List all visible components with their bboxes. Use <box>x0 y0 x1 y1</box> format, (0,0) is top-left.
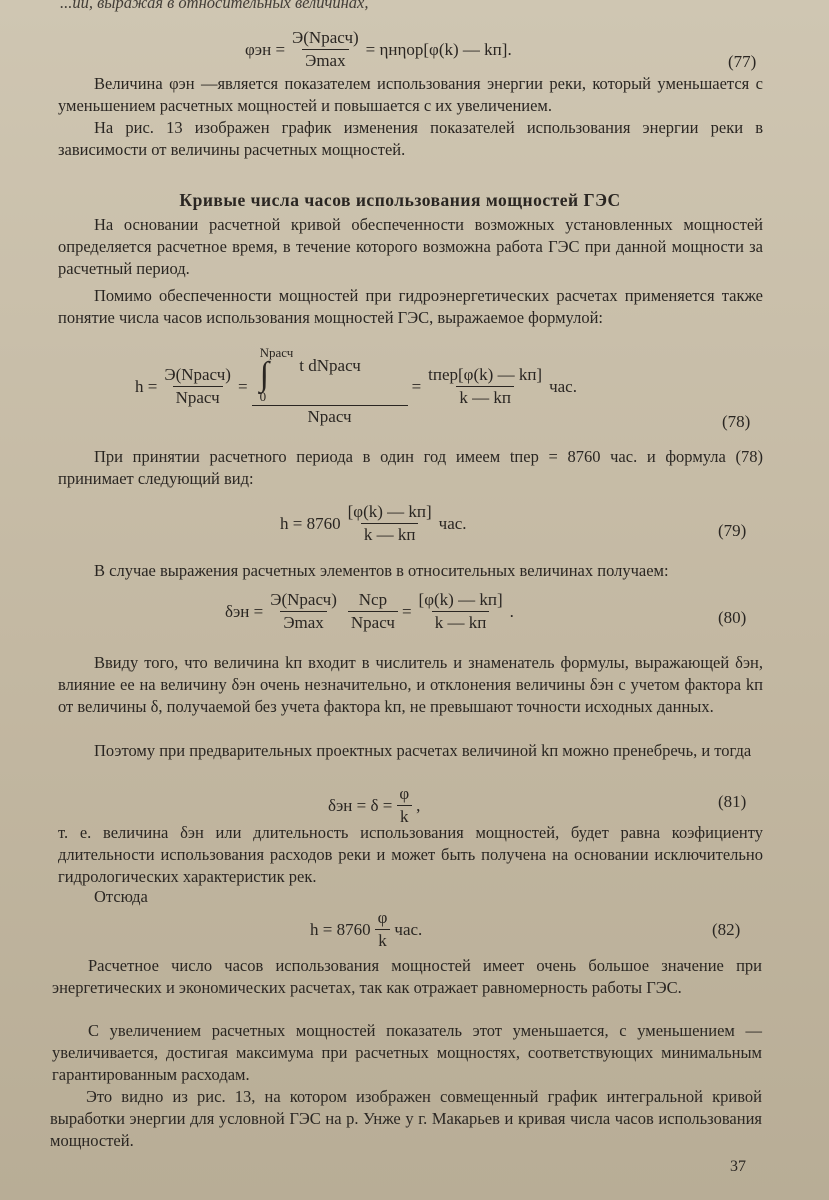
formula-78-num-1: Э(Nрасч) <box>164 365 231 384</box>
paragraph-since: Ввиду того, что величина kп входит в числитель и знаменатель формулы, выражающей δэн, влияние ее на величину δэн очень незначительно, и отклонения величины δэн с учетом фактора kп от величины δ, получаемой без учета фактора kп, не превышают точности исходных данных. <box>58 653 763 716</box>
formula-79-fraction <box>345 502 435 545</box>
paragraph-fig13-first: На рис. 13 изображен график изменения показателей использования энергии реки в зависимости от величины расчетных мощностей. <box>58 118 763 159</box>
formula-80 <box>225 590 514 633</box>
formula-82 <box>310 908 422 951</box>
formula-80-den-1: Эmax <box>280 611 327 633</box>
formula-82-fraction <box>375 908 391 951</box>
formula-78-lhs: h = <box>135 376 158 396</box>
formula-78-num-3: tпер[φ(k) — kп] <box>428 365 543 384</box>
formula-77-num: Э(Nрасч) <box>292 28 359 47</box>
formula-81-fraction <box>396 784 412 827</box>
equation-number-82: (82) <box>712 920 741 939</box>
page-number: 37 <box>730 1158 746 1175</box>
integral-body: t dNрасч <box>299 356 361 375</box>
paragraph-therefore: Поэтому при предварительных проектных расчетах величиной kп можно пренебречь, и тогда <box>94 741 752 760</box>
paragraph-basis: На основании расчетной кривой обеспеченности возможных установленных мощностей определяется расчетное время, в течение которого возможна работа ГЭС при данной мощности за расчетный период. <box>58 215 763 278</box>
formula-78-eq-2: = <box>411 376 422 396</box>
equation-number-80: (80) <box>718 608 747 627</box>
paragraph-phi-indicator: Величина φэн —является показателем использования энергии реки, который уменьшается с уменьшением расчетных мощностей и повышается с их увеличением. <box>58 74 763 115</box>
paragraph-increase: С увеличением расчетных мощностей показатель этот уменьшается, с уменьшением — увеличивается, достигая максимума при расчетных мощностях, соответствующих минимальным гарантированным расходам. <box>52 1021 762 1084</box>
formula-79-unit: час. <box>438 513 467 533</box>
equation-number-81: (81) <box>718 792 747 811</box>
formula-78-den-2: Nрасч <box>252 405 408 427</box>
formula-80-num-1: Э(Nрасч) <box>270 590 337 609</box>
formula-81 <box>328 784 420 827</box>
formula-79 <box>280 502 467 545</box>
paragraph-ie: т. е. величина δэн или длительность использования мощностей, будет равна коэфициенту длительности использования расходов реки и может быть получена на основании исключительно гидрологических характеристик рек. <box>58 823 763 886</box>
formula-78-unit: час. <box>549 376 577 396</box>
formula-77-lhs: φэн = <box>245 39 286 59</box>
formula-78-integral <box>257 346 403 405</box>
paragraph-fig13-second: Это видно из рис. 13, на котором изображен совмещенный график интегральной кривой выработки энергии для условной ГЭС на р. Унже у г. Макарьев и кривая числа часов использования мощностей. <box>50 1087 762 1150</box>
formula-78-den-3: k — kп <box>456 386 514 408</box>
formula-82-lhs: h = 8760 <box>310 919 371 939</box>
formula-77-rhs: = ηнηор[φ(k) — kп]. <box>365 39 512 59</box>
formula-81-den: k <box>397 805 412 827</box>
formula-82-unit: час. <box>394 919 423 939</box>
formula-80-num-3: [φ(k) — kп] <box>418 590 503 609</box>
formula-82-den: k <box>375 929 390 951</box>
integral-upper-limit: Nрасч <box>259 345 294 360</box>
section-heading: Кривые числа часов использования мощностей ГЭС <box>179 190 621 210</box>
formula-79-lhs: h = 8760 <box>280 513 341 533</box>
formula-78-eq-1: = <box>237 376 248 396</box>
formula-79-den: k — kп <box>361 523 419 545</box>
formula-78-fraction-3 <box>425 365 545 408</box>
formula-80-fraction-3 <box>416 590 506 633</box>
paragraph-year: При принятии расчетного периода в один год имеем tпер = 8760 час. и формула (78) принимает следующий вид: <box>58 447 763 488</box>
formula-80-eq: = <box>401 601 412 621</box>
formula-77-fraction <box>289 28 362 71</box>
formula-77-den: Эmax <box>302 49 349 71</box>
formula-79-num: [φ(k) — kп] <box>347 502 432 521</box>
top-fragment-line: ...ии, выражая в относительных величинах, <box>60 0 369 12</box>
paragraph-besides: Помимо обеспеченности мощностей при гидроэнергетических расчетах применяется также понятие числа часов использования мощностей ГЭС, выражаемое формулой: <box>58 286 763 327</box>
formula-80-lhs: δэн = <box>225 601 264 621</box>
formula-78-fraction-1 <box>161 365 234 408</box>
paragraph-calc-number: Расчетное число часов использования мощностей имеет очень большое значение при энергетических и экономических расчетах, так как отражает равномерность работы ГЭС. <box>52 956 762 997</box>
formula-77 <box>245 28 512 71</box>
equation-number-78: (78) <box>722 412 751 431</box>
formula-78-integral-fraction <box>252 346 408 427</box>
formula-80-num-2: Nср <box>358 590 388 609</box>
paragraph-hence: Отсюда <box>94 887 148 906</box>
equation-number-79: (79) <box>718 521 747 540</box>
formula-80-den-2: Nрасч <box>348 611 398 633</box>
formula-81-num: φ <box>399 784 410 803</box>
integral-lower-limit: 0 <box>259 389 267 404</box>
formula-82-num: φ <box>377 908 388 927</box>
integral-sign <box>260 346 294 404</box>
formula-80-tail: . <box>509 601 514 621</box>
paragraph-relative: В случае выражения расчетных элементов в относительных величинах получаем: <box>94 561 669 580</box>
formula-78 <box>135 346 577 427</box>
formula-81-tail: , <box>416 795 421 815</box>
formula-81-lhs: δэн = δ = <box>328 795 393 815</box>
integral-symbol: ∫ <box>259 356 269 393</box>
formula-80-fraction-1 <box>267 590 340 633</box>
formula-80-fraction-2 <box>348 590 398 633</box>
equation-number-77: (77) <box>728 52 757 71</box>
formula-80-den-3: k — kп <box>432 611 490 633</box>
formula-78-den-1: Nрасч <box>173 386 223 408</box>
